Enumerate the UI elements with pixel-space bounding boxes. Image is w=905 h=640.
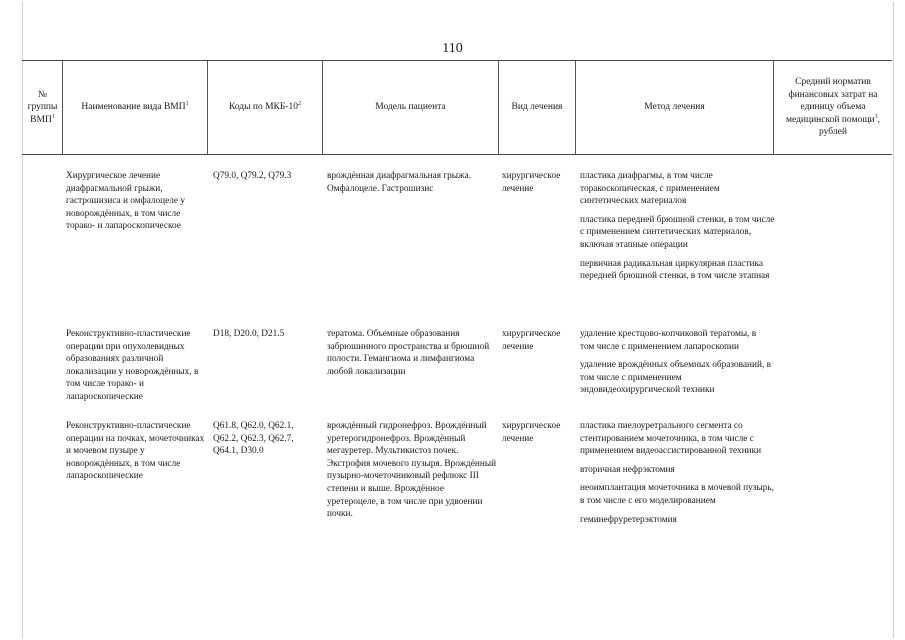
row-3-treatment: хирургическое лечение bbox=[502, 421, 561, 444]
row-2-model: тератома. Объемные образования забрюшинного пространства и брюшной полости. Гемангиома и лимфангиома любой локализации bbox=[327, 329, 490, 377]
row-3-methods bbox=[580, 420, 775, 532]
page-number: 110 bbox=[442, 41, 463, 56]
header-name: Наименование вида ВМП$^1$ bbox=[81, 101, 189, 113]
row-3-name: Реконструктивно-пластические операции на почках, мочеточниках и мочевом пузыре у новорождённых, в том числе лапароскопические bbox=[66, 421, 205, 482]
row-1-name: Хирургическое лечение диафрагмальной грыжи, гастрошизиса и омфалоцеле у новорождённых, в том числе торако- и лапароскопическое bbox=[66, 171, 186, 232]
header-group: № группы ВМП$^1$ bbox=[27, 89, 58, 125]
method-item: первичная радикальная циркулярная пластика передней брюшной стенки, в том числе этапная bbox=[580, 258, 770, 282]
row-1-model: врождённая диафрагмальная грыжа. Омфалоцеле. Гастрошизис bbox=[327, 171, 471, 194]
method-item: удаление врождённых объемных образований, в том числе с применением эндовидеохирургической техники bbox=[580, 360, 772, 396]
row-3-model: врождённый гидронефроз. Врождённый уретерогидронефроз. Врождённый мегауретер. Мультикистоз почек. Экстрофия мочевого пузыря. Врождённый пузырно-мочеточниковый рефлюкс III степени и выше. Врождённое уретероцеле, в том числе при удвоении почки. bbox=[327, 421, 497, 520]
header-treatment-type: Вид лечения bbox=[511, 102, 563, 113]
method-item: пластика диафрагмы, в том числе торакоскопическая, с применением синтетических материалов bbox=[580, 171, 720, 207]
method-item: вторичная нефрэктомия bbox=[580, 464, 675, 475]
row-2-name: Реконструктивно-пластические операции при опухолевидных образованиях различной локализации у новорождённых, в том числе торако- и лапароскопические bbox=[66, 329, 199, 402]
row-2-treatment: хирургическое лечение bbox=[502, 329, 561, 352]
row-3-codes: Q61.8, Q62.0, Q62.1, Q62.2, Q62.3, Q62.7, Q64.1, D30.0 bbox=[213, 421, 294, 457]
row-1-methods bbox=[580, 170, 775, 289]
method-item: пластика передней брюшной стенки, в том числе с применением синтетических материалов, включая этапные операции bbox=[580, 214, 775, 250]
header-model: Модель пациента bbox=[375, 102, 446, 113]
table-header-bottom-border bbox=[22, 154, 892, 155]
header-codes: Коды по МКБ-$10^2$ bbox=[228, 101, 302, 113]
header-divider bbox=[773, 61, 774, 154]
header-method: Метод лечения bbox=[644, 102, 705, 113]
method-item: пластика пиелоуретрального сегмента со стентированием мочеточника, в том числе с применением видеоассистированной техники bbox=[580, 421, 762, 457]
header-cost: Средний норматив финансовых затрат на единицу объема медицинской помощи$^3$, рублей bbox=[785, 77, 881, 138]
row-2-methods bbox=[580, 328, 772, 403]
method-item: неоимплантация мочеточника в мочевой пузырь, в том числе с его моделированием bbox=[580, 483, 774, 506]
row-1-codes: Q79.0, Q79.2, Q79.3 bbox=[213, 171, 292, 181]
method-item: удаление крестцово-копчиковой тератомы, в том числе с применением лапароскопии bbox=[580, 329, 757, 352]
row-2-codes: D18, D20.0, D21.5 bbox=[213, 329, 285, 339]
table-top-border bbox=[22, 60, 892, 61]
row-1-treatment: хирургическое лечение bbox=[502, 171, 561, 194]
method-item: геминефруретерэктомия bbox=[580, 514, 677, 525]
